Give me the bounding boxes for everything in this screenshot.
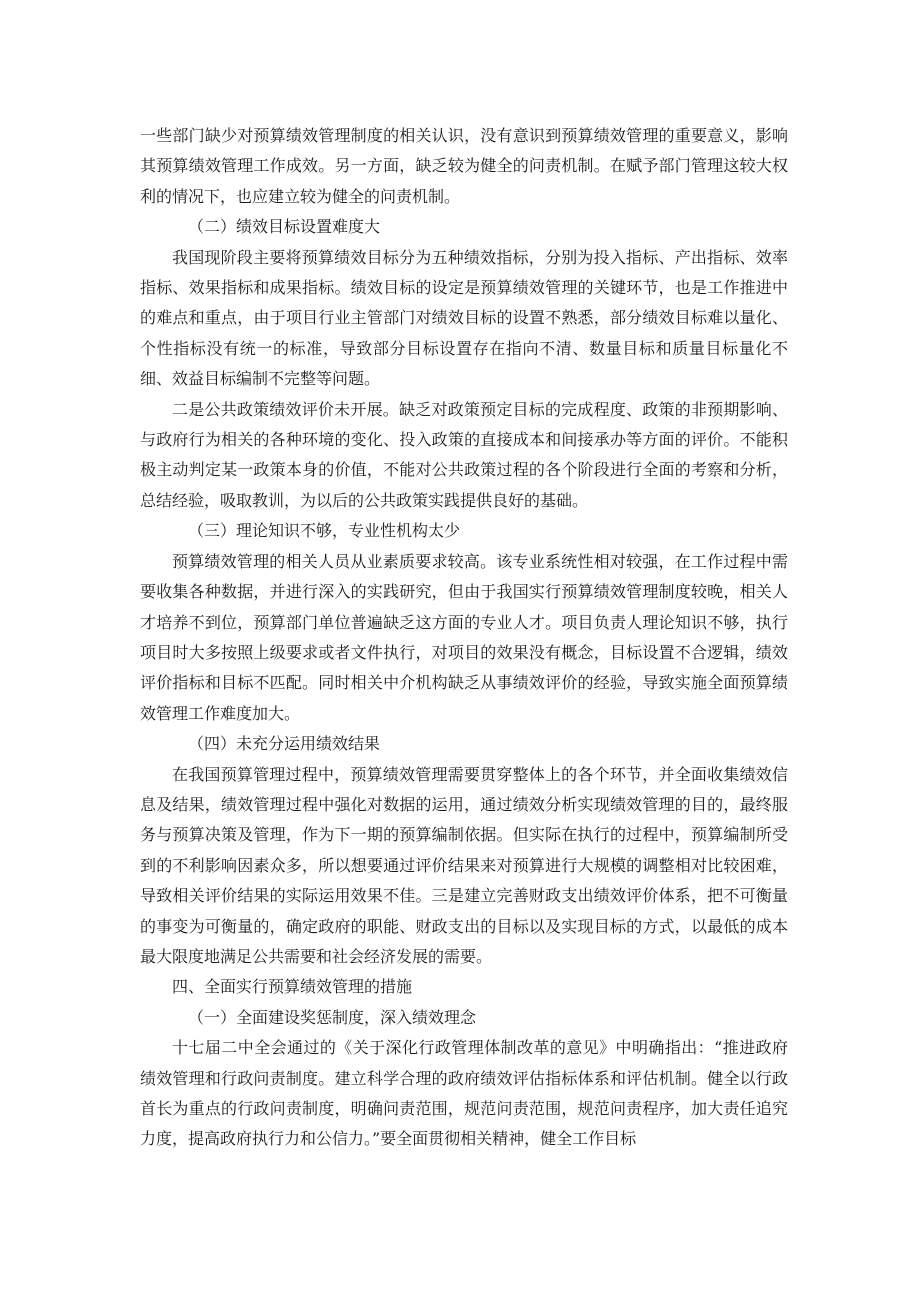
section-heading-4: （四）未充分运用绩效结果: [188, 734, 381, 754]
section-heading-2: （二）绩效目标设置难度大: [188, 217, 381, 237]
paragraph-results-usage: 在我国预算管理过程中，预算绩效管理需要贯穿整体上的各个环节，并全面收集绩效信息及结果，绩效管理过程中强化对数据的运用，通过绩效分析实现绩效管理的目的，最终服务与预算决策及管理，作为下一期的预算编制依据。但实际在执行的过程中，预算编制所受到的不利影响因素众多，所以想要通过评价结果来对预算进行大规模的调整相对比较困难，导致相关评价结果的实际运用效果不佳。三是建立完善财政支出绩效评价体系，把不可衡量的事变为可衡量的，确定政府的职能、财政支出的目标以及实现目标的方式，以最低的成本最大限度地满足公共需要和社会经济发展的需要。: [140, 764, 788, 966]
section-heading-4-1: （一）全面建设奖惩制度，深入绩效理念: [188, 1007, 477, 1027]
chapter-heading-4: 四、全面实行预算绩效管理的措施: [172, 977, 413, 997]
document-body: [140, 121, 788, 1155]
section-heading-3: （三）理论知识不够，专业性机构太少: [188, 521, 461, 541]
paragraph-reward-system: 十七届二中全会通过的《关于深化行政管理体制改革的意见》中明确指出：“推进政府绩效管理和行政问责制度。建立科学合理的政府绩效评估指标体系和评估机制。健全以行政首长为重点的行政问责制度，明确问责范围，规范问责范围，规范问责程序，加大责任追究力度，提高政府执行力和公信力。”要全面贯彻相关精神，健全工作目标: [140, 1038, 788, 1149]
paragraph-policy-evaluation: 二是公共政策绩效评价未开展。缺乏对政策预定目标的完成程度、政策的非预期影响、与政府行为相关的各种环境的变化、投入政策的直接成本和间接承办等方面的评价。不能积极主动判定某一政策本身的价值，不能对公共政策过程的各个阶段进行全面的考察和分析，总结经验，吸取教训，为以后的公共政策实践提供良好的基础。: [140, 399, 788, 510]
paragraph-goal-indicators: 我国现阶段主要将预算绩效目标分为五种绩效指标，分别为投入指标、产出指标、效率指标、效果指标和成果指标。绩效目标的设定是预算绩效管理的关键环节，也是工作推进中的难点和重点，由于项目行业主管部门对绩效目标的设置不熟悉，部分绩效目标难以量化、个性指标没有统一的标准，导致部分目标设置存在指向不清、数量目标和质量目标量化不细、效益目标编制不完整等问题。: [140, 247, 788, 389]
paragraph-intro: 一些部门缺少对预算绩效管理制度的相关认识，没有意识到预算绩效管理的重要意义，影响其预算绩效管理工作成效。另一方面，缺乏较为健全的问责机制。在赋予部门管理这较大权利的情况下，也应建立较为健全的问责机制。: [140, 126, 788, 206]
paragraph-expertise: 预算绩效管理的相关人员从业素质要求较高。该专业系统性相对较强，在工作过程中需要收集各种数据，并进行深入的实践研究，但由于我国实行预算绩效管理制度较晚，相关人才培养不到位，预算部门单位普遍缺乏这方面的专业人才。项目负责人理论知识不够，执行项目时大多按照上级要求或者文件执行，对项目的效果没有概念，目标设置不合逻辑，绩效评价指标和目标不匹配。同时相关中介机构缺乏从事绩效评价的经验，导致实施全面预算绩效管理工作难度加大。: [140, 551, 788, 723]
